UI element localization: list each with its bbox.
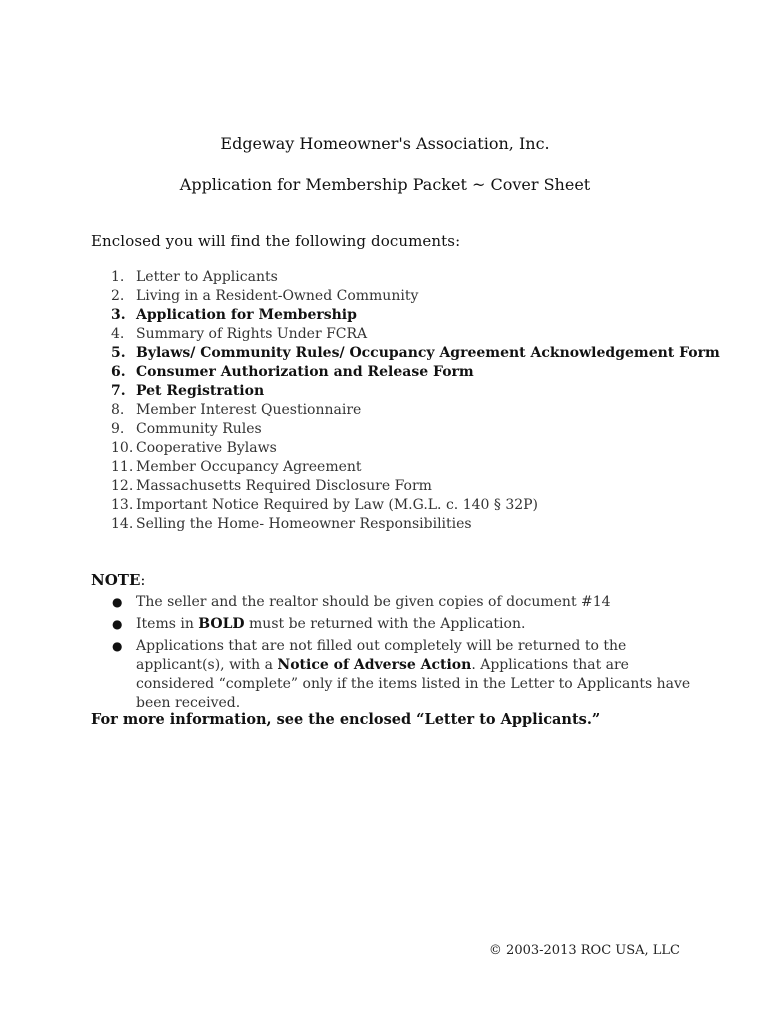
- more-info-text: For more information, see the enclosed “Letter to Applicants.”: [91, 711, 601, 728]
- note-text-segment: . Applications that are considered “complete” only if the items listed in the Letter to Applicants have been received.: [136, 657, 691, 711]
- note-item-text: [136, 637, 692, 713]
- list-item-label: Bylaws/ Community Rules/ Occupancy Agreement Acknowledgement Form: [136, 345, 720, 361]
- note-colon: :: [140, 571, 146, 589]
- list-item: [111, 458, 720, 477]
- list-item-number: 11.: [111, 459, 134, 475]
- list-item: [111, 306, 720, 325]
- list-item-number: 1.: [111, 269, 125, 285]
- list-item-number: 4.: [111, 326, 125, 342]
- copyright-footer: © 2003-2013 ROC USA, LLC: [488, 943, 680, 958]
- bullet-icon: ●: [112, 639, 123, 653]
- list-item: [111, 515, 720, 534]
- note-heading: [91, 570, 145, 590]
- list-item: [111, 325, 720, 344]
- note-text-segment: Items in: [136, 616, 199, 632]
- list-item-number: 14.: [111, 516, 134, 532]
- bullet-icon: ●: [112, 617, 123, 631]
- intro-text: Enclosed you will find the following documents:: [91, 232, 461, 250]
- list-item-number: 13.: [111, 497, 134, 513]
- list-item-number: 6.: [111, 364, 126, 380]
- list-item-label: Summary of Rights Under FCRA: [136, 326, 368, 342]
- note-item-text: [136, 615, 525, 634]
- note-item: [112, 637, 692, 713]
- note-list: [112, 593, 692, 716]
- list-item-number: 5.: [111, 345, 126, 361]
- list-item-number: 10.: [111, 440, 134, 456]
- note-item: [112, 615, 692, 634]
- note-item-text: The seller and the realtor should be given copies of document #14: [136, 594, 611, 610]
- note-emphasis: Notice of Adverse Action: [277, 657, 472, 673]
- list-item: [111, 477, 720, 496]
- list-item-label: Cooperative Bylaws: [136, 440, 277, 456]
- note-label: NOTE: [91, 571, 141, 589]
- list-item: [111, 344, 720, 363]
- note-item: [112, 593, 692, 612]
- list-item-label: Community Rules: [136, 421, 262, 437]
- list-item-label: Living in a Resident-Owned Community: [136, 288, 419, 304]
- list-item-label: Consumer Authorization and Release Form: [136, 364, 474, 380]
- list-item-label: Letter to Applicants: [136, 269, 278, 285]
- list-item-label: Massachusetts Required Disclosure Form: [136, 478, 432, 494]
- list-item: [111, 420, 720, 439]
- list-item-number: 9.: [111, 421, 125, 437]
- list-item-label: Important Notice Required by Law (M.G.L. c. 140 § 32P): [136, 497, 539, 513]
- list-item: [111, 268, 720, 287]
- list-item-label: Pet Registration: [136, 383, 265, 399]
- list-item-label: Member Occupancy Agreement: [136, 459, 362, 475]
- list-item: [111, 363, 720, 382]
- organization-title: Edgeway Homeowner's Association, Inc.: [220, 134, 550, 153]
- note-text-segment: must be returned with the Application.: [244, 616, 526, 632]
- note-text-segment: Applications that are not filled out completely will be returned to the applicant(s), with a: [136, 638, 627, 673]
- list-item-label: Member Interest Questionnaire: [136, 402, 362, 418]
- note-emphasis: BOLD: [198, 616, 245, 632]
- list-item-label: Application for Membership: [136, 307, 357, 323]
- list-item: [111, 401, 720, 420]
- list-item: [111, 439, 720, 458]
- list-item-number: 7.: [111, 383, 126, 399]
- list-item-label: Selling the Home- Homeowner Responsibilities: [136, 516, 472, 532]
- list-item-number: 3.: [111, 307, 126, 323]
- document-list: [111, 268, 720, 534]
- list-item: [111, 382, 720, 401]
- list-item-number: 12.: [111, 478, 134, 494]
- packet-title: Application for Membership Packet ~ Cover Sheet: [179, 175, 591, 194]
- list-item-number: 2.: [111, 288, 125, 304]
- bullet-icon: ●: [112, 595, 123, 609]
- list-item: [111, 287, 720, 306]
- list-item: [111, 496, 720, 515]
- list-item-number: 8.: [111, 402, 125, 418]
